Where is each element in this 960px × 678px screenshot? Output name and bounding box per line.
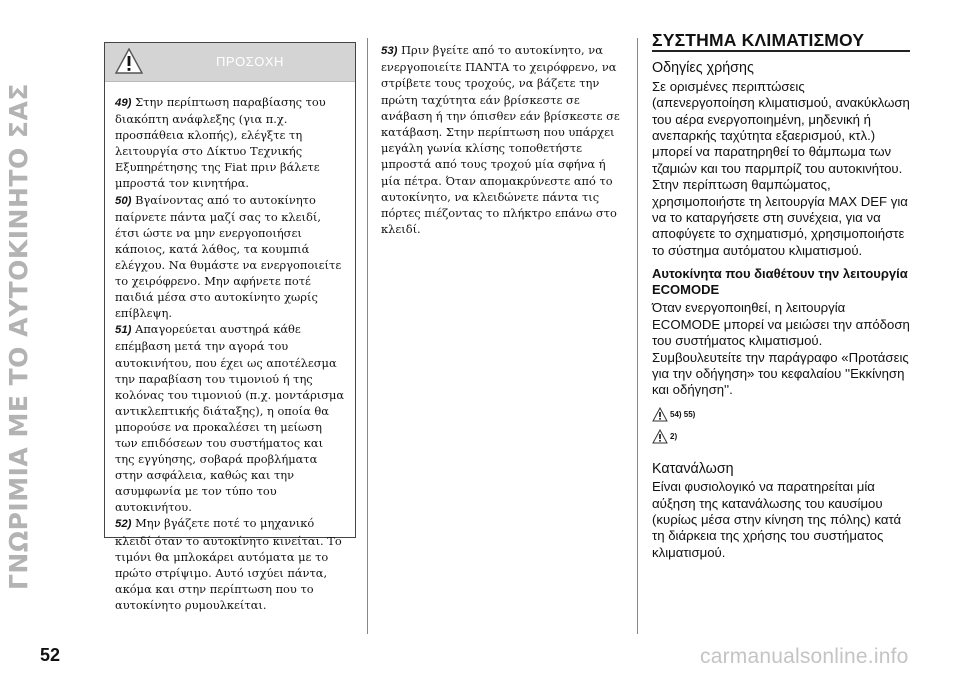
- subtitle-ecomode: Αυτοκίνητα που διαθέτουν την λειτουργία ECOMODE: [652, 266, 908, 298]
- chapter-title: ΓΝΩΡΙΜΙΑ ΜΕ ΤΟ ΑΥΤΟΚΙΝΗΤΟ ΣΑΣ: [4, 83, 33, 590]
- climate-section: [652, 32, 910, 561]
- warning-note-52: 52) Μην βγάζετε ποτέ το μηχανικό κλειδί όταν το αυτοκίνητο κινείται. Το τιμόνι θα μπλοκάρει αυτόματα με το πρώτο στρίψιμο. Αυτό ισχύει πάντα, ακόμα και στην περίπτωση που το αυτοκίνητο ρυμουλκείται.: [115, 516, 342, 612]
- column-divider-2: [637, 38, 638, 634]
- warning-notes: [105, 82, 355, 621]
- warning-note-51: 51) Απαγορεύεται αυστηρά κάθε επέμβαση μετά την αγορά του αυτοκινήτου, που έχει ως αποτέλεσμα την παραβίαση του τιμονιού ή της κολόνας του τιμονιού (π.χ. μοντάρισμα αντικλεπτικής διάταξης), η οποία θα μπορούσε να προκαλέσει τη μείωση των επιδόσεων του συστήματος και της εγγύησης, σοβαρά προβλήματα στην ασφάλεια, καθώς και την ασυμφωνία με τον τύπο του αυτοκινήτου.: [115, 322, 345, 515]
- section-title: ΣΥΣΤΗΜΑ ΚΛΙΜΑΤΙΣΜΟΥ: [652, 32, 910, 52]
- warning-header: [105, 43, 355, 82]
- warning-triangle-icon: [652, 407, 668, 422]
- warning-references: [652, 407, 910, 453]
- subtitle-consumption: Κατανάλωση: [652, 460, 734, 477]
- caution-triangle-icon: [652, 429, 668, 444]
- chapter-side-tab: [0, 0, 48, 620]
- warning-triangle-icon: [115, 48, 143, 74]
- watermark: carmanualsonline.info: [700, 645, 909, 668]
- warning-title: ΠΡΟΣΟΧΗ: [216, 54, 284, 69]
- reference-caution-2: 2): [652, 429, 677, 445]
- paragraph-ecomode: Όταν ενεργοποιηθεί, η λειτουργία ECOMODE μπορεί να μειώσει την απόδοση του συστήματος κλιματισμού. Συμβουλευτείτε την παράγραφο «Προτάσεις για την οδήγηση» του κεφαλαίου ''Εκκίνηση και οδήγηση''.: [652, 300, 910, 398]
- warning-note-50: 50) Βγαίνοντας από το αυτοκίνητο παίρνετε πάντα μαζί σας το κλειδί, έτσι ώστε να μην ενεργοποιήσει κάποιος, κατά λάθος, τα κουμπιά ελέγχου. Να θυμάστε να ενεργοποιείτε το χειρόφρενο. Μην αφήνετε ποτέ παιδιά μέσα στο αυτοκίνητο χωρίς επίβλεψη.: [115, 192, 342, 321]
- page-number: 52: [40, 645, 61, 665]
- warning-note-49: 49) Στην περίπτωση παραβίασης του διακόπτη ανάφλεξης (για π.χ. προσπάθεια κλοπής), ελέγξτε τη λειτουργία στο Δίκτυο Τεχνικής Εξυπηρέτησης της Fiat πριν βάλετε μπροστά τον κινητήρα.: [115, 95, 326, 191]
- warning-box: [104, 42, 356, 612]
- reference-warning-54-55: 54) 55): [652, 407, 695, 423]
- paragraph-instructions: Σε ορισμένες περιπτώσεις (απενεργοποίηση κλιματισμού, ανακύκλωση του αέρα ενεργοποιημένη, μηδενική ή ανεπαρκής ταχύτητα εξαερισμού, κτλ.) μπορεί να παρατηρηθεί το θάμπωμα των τζαμιών και του παρμπρίζ του αυτοκινήτου. Στην περίπτωση θαμπώματος, χρησιμοποιήστε τη λειτουργία MAX DEF για να το καταργήσετε στη συνέχεια, για να αποφύγετε το σχηματισμό, χρησιμοποιήστε το σύστημα αυτόματου κλιματισμού.: [652, 78, 910, 258]
- warning-note-53: 53) Πριν βγείτε από το αυτοκίνητο, να ενεργοποιείτε ΠΑΝΤΑ το χειρόφρενο, να στρίβετε τους τροχούς, να βάζετε την πρώτη ταχύτητα εάν βρίσκεστε σε ανάβαση ή την όπισθεν εάν βρίσκεστε σε κατάβαση. Στην περίπτωση που υπάρχει μεγάλη γωνία κλίσης τοποθετήστε μπροστά από τους τροχού μία σφήνα ή μία πέτρα. Όταν απομακρύνεστε από το αυτοκίνητο, να κλειδώνετε πάντα τις πόρτες πιέζοντας το πλήκτρο επάνω στο κλειδί.: [381, 43, 620, 237]
- column-divider-1: [367, 38, 368, 634]
- subtitle-instructions: Οδηγίες χρήσης: [652, 60, 754, 77]
- paragraph-consumption: Είναι φυσιολογικό να παρατηρείται μία αύξηση της κατανάλωσης του καυσίμου (κυρίως μέσα στην κίνηση της πόλης) κατά τη διάρκεια της χρήσης του συστήματος κλιματισμού.: [652, 479, 902, 560]
